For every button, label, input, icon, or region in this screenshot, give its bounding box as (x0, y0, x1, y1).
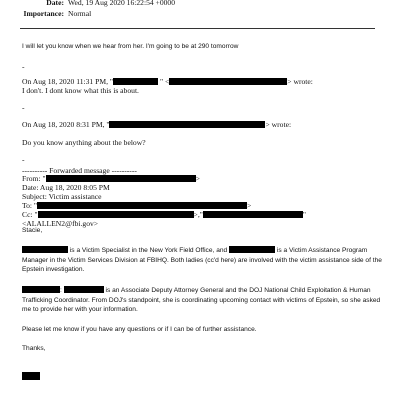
greeting: Stacie, (22, 227, 43, 234)
quote-header-prefix: On Aug 18, 2020 11:31 PM, " (22, 77, 113, 86)
redaction-block (22, 372, 40, 380)
importance-label: Importance: (23, 9, 64, 18)
redaction-block (229, 246, 275, 253)
header-divider (20, 28, 375, 29)
reply-line: I will let you know when we hear from her. I'm going to be at 290 tomorrow (22, 43, 239, 50)
redaction-block (169, 78, 287, 85)
date-value: Wed, 19 Aug 2020 16:22:54 +0000 (68, 0, 176, 7)
separator-dash: - (22, 103, 25, 112)
closing: Thanks, (22, 345, 46, 352)
quote-text: I don't. I dont know what this is about. (22, 86, 139, 95)
redaction-block (109, 121, 265, 128)
signature-redaction (22, 366, 40, 384)
redaction-block (37, 202, 247, 209)
quote-header-prefix: On Aug 18, 2020 8:31 PM, " (22, 120, 110, 129)
paragraph-questions: Please let me know if you have any questions or if I can be of further assistance. (22, 326, 257, 333)
quote-header-suffix: > wrote: (287, 77, 313, 86)
redaction-block (46, 175, 196, 182)
forwarded-to: To: " > (22, 201, 252, 210)
forwarded-date: Date: Aug 18, 2020 8:05 PM (22, 183, 110, 192)
quote-text: Do you know anything about the below? (22, 138, 146, 147)
forwarded-subject: Subject: Victim assistance (22, 192, 102, 201)
redaction-block (64, 286, 104, 293)
redaction-block (113, 78, 158, 85)
quote-header-suffix: > wrote: (265, 120, 292, 129)
paragraph-victim-specialists: is a Victim Specialist in the New York Field Office, and is a Victim Assistance Program Manager in the Victim Services Division at FBIHQ. Both ladies (cc'd here) are involved with the victim assistance side of the Epstein investigation. (22, 247, 382, 274)
forwarded-banner: ---------- Forwarded message ---------- (22, 166, 137, 175)
paragraph-doj-coordinator: : is an Associate Deputy Attorney General and the DOJ National Child Exploitation & Human Trafficking Coordinator. From DOJ's standpoint, she is coordinating upcoming contact with victims of Epstein, so she asked me to provide her with your information. (22, 287, 381, 314)
redaction-block (22, 246, 68, 253)
importance-value: Normal (68, 9, 92, 18)
forwarded-cc-email: <ALALLEN2@fbi.gov> (22, 219, 99, 228)
forwarded-cc: Cc: " >," " (22, 210, 306, 219)
redaction-block (38, 211, 194, 218)
redaction-block (203, 211, 303, 218)
quote-header: On Aug 18, 2020 11:31 PM, " " < > wrote: (22, 77, 313, 86)
forwarded-from: From: " > (22, 174, 200, 183)
separator-dash: - (22, 62, 25, 71)
date-label: Date: (46, 0, 64, 7)
redaction-block (22, 286, 60, 293)
quote-header (22, 120, 291, 129)
separator-dash: - (22, 155, 25, 164)
